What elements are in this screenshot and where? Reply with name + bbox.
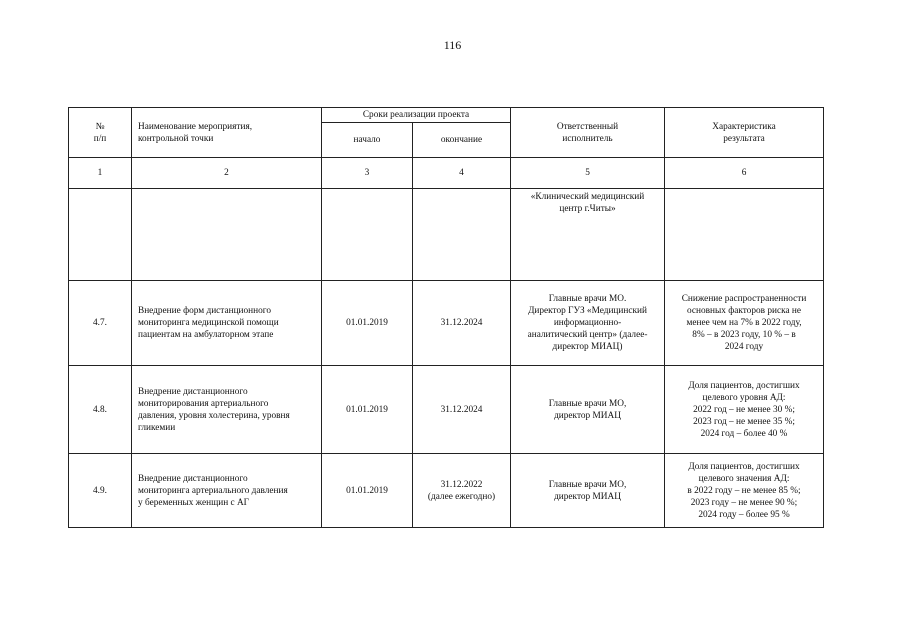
header-row [69,108,824,123]
table-row [69,454,824,528]
col-number: 3 [322,158,413,189]
cell-num: 4.8. [69,366,132,454]
cell-empty [132,189,322,281]
header-num: № п/п [69,108,132,158]
cell-result: Доля пациентов, достигших целевого значения АД: в 2022 году – не менее 85 %; 2023 году – не менее 90 %; 2024 году – более 95 % [665,454,824,528]
col-number: 5 [511,158,665,189]
cell-end: 31.12.2024 [413,366,511,454]
cell-empty [69,189,132,281]
cell-start: 01.01.2019 [322,366,413,454]
cell-responsible: Главные врачи МО, директор МИАЦ [511,366,665,454]
page-number: 116 [443,38,462,52]
continuation-row [69,189,824,281]
header-responsible: Ответственный исполнитель [511,108,665,158]
cell-responsible: Главные врачи МО, директор МИАЦ [511,454,665,528]
header-end: окончание [413,123,511,158]
table-row [69,366,824,454]
cell-responsible: «Клинический медицинский центр г.Читы» [511,189,665,281]
column-numbers-row [69,158,824,189]
cell-num: 4.9. [69,454,132,528]
cell-num: 4.7. [69,281,132,366]
col-number: 4 [413,158,511,189]
header-start: начало [322,123,413,158]
cell-empty [413,189,511,281]
cell-name: Внедрение дистанционного мониторинга артериального давления у беременных женщин с АГ [132,454,322,528]
cell-name: Внедрение форм дистанционного мониторинга медицинской помощи пациентам на амбулаторном этапе [132,281,322,366]
cell-responsible: Главные врачи МО. Директор ГУЗ «Медицинский информационно- аналитический центр» (далее- директор МИАЦ) [511,281,665,366]
cell-empty [665,189,824,281]
cell-result: Доля пациентов, достигших целевого уровня АД: 2022 год – не менее 30 %; 2023 год – не менее 35 %; 2024 год – более 40 % [665,366,824,454]
cell-name: Внедрение дистанционного мониторирования артериального давления, уровня холестерина, уровня гликемии [132,366,322,454]
cell-end: 31.12.2024 [413,281,511,366]
col-number: 2 [132,158,322,189]
table-row [69,281,824,366]
measures-table [68,107,824,528]
cell-end: 31.12.2022 (далее ежегодно) [413,454,511,528]
header-name: Наименование мероприятия, контрольной точки [132,108,322,158]
col-number: 1 [69,158,132,189]
cell-empty [322,189,413,281]
header-result: Характеристика результата [665,108,824,158]
cell-start: 01.01.2019 [322,454,413,528]
header-dates-group: Сроки реализации проекта [322,108,511,123]
col-number: 6 [665,158,824,189]
cell-result: Снижение распространенности основных факторов риска не менее чем на 7% в 2022 году, 8% – в 2023 году, 10 % – в 2024 году [665,281,824,366]
cell-start: 01.01.2019 [322,281,413,366]
